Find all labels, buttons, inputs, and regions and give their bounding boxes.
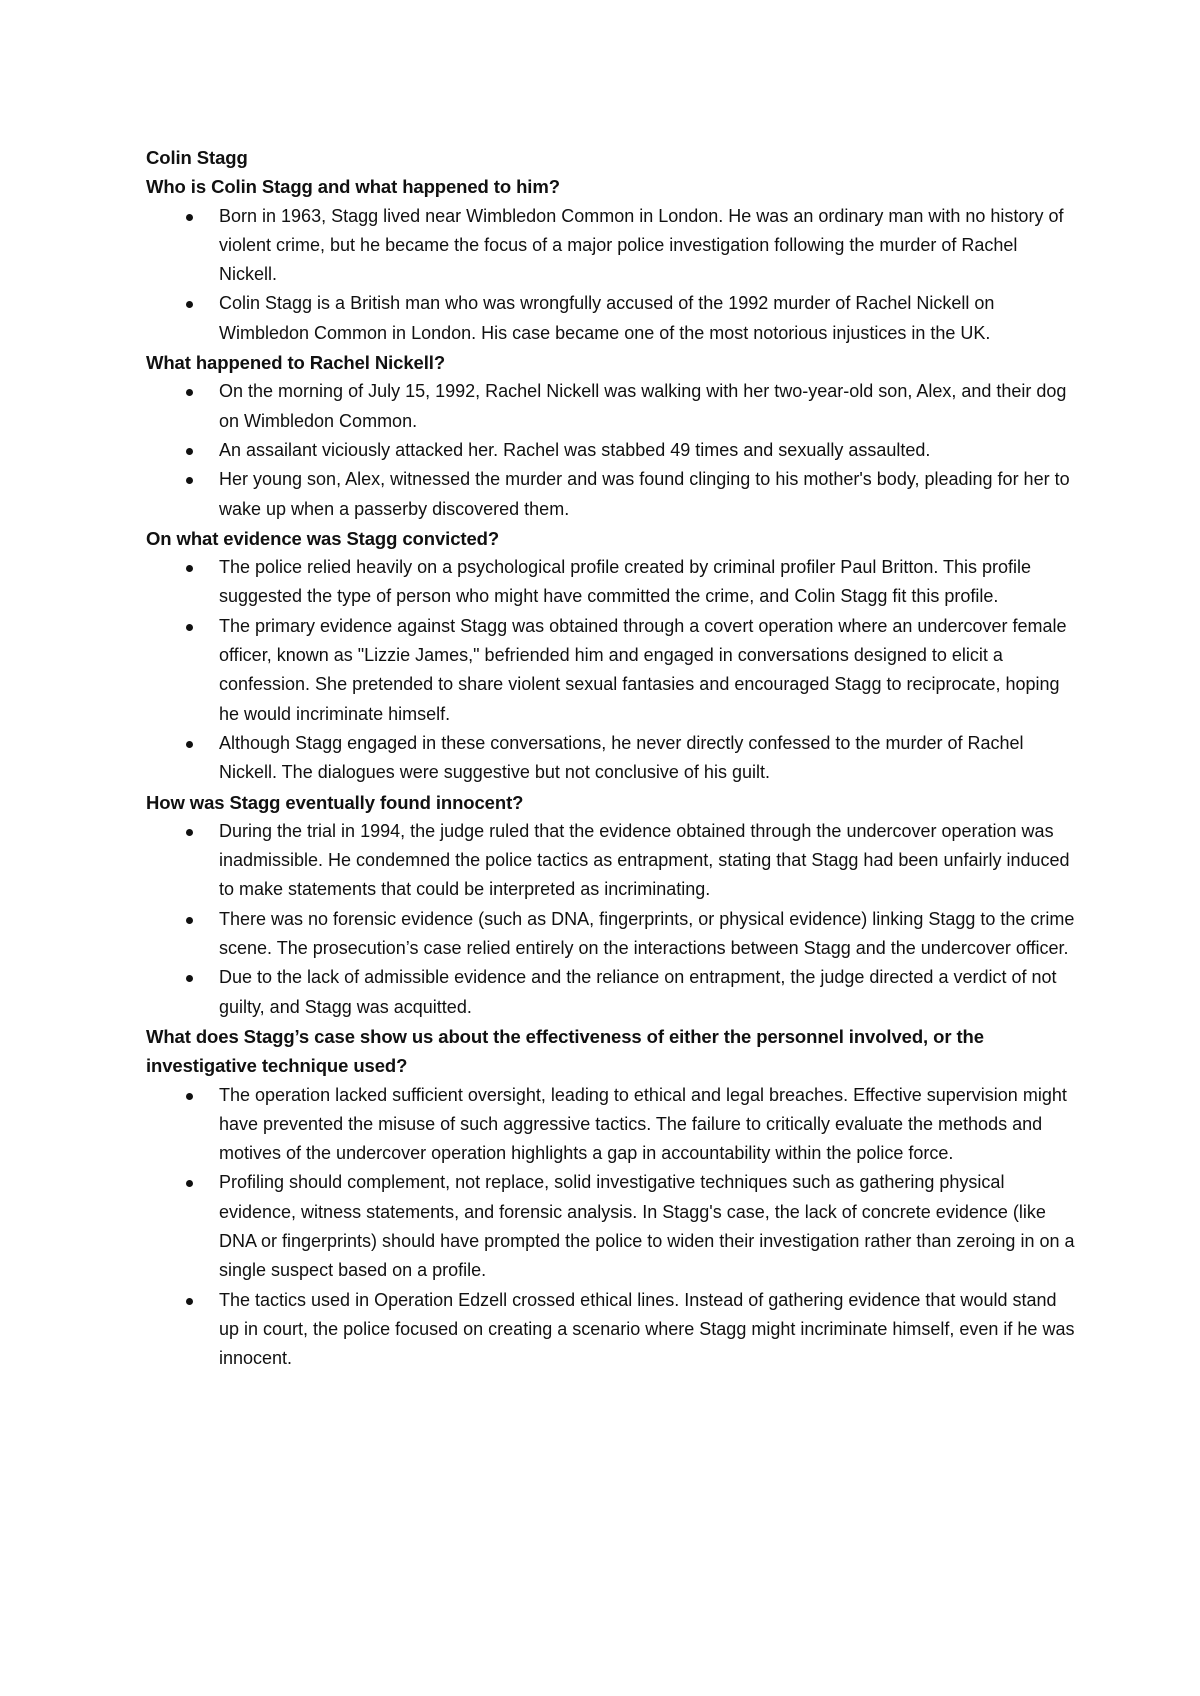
bullet-list: [146, 377, 1076, 523]
bullet-dot-icon: [186, 1180, 193, 1187]
bullet-text: Due to the lack of admissible evidence and the reliance on entrapment, the judge directed a verdict of not guilty, and Stagg was acquitted.: [219, 967, 1057, 1017]
bullet-text: Although Stagg engaged in these conversations, he never directly confessed to the murder of Rachel Nickell. The dialogues were suggestive but not conclusive of his guilt.: [219, 732, 1024, 783]
bullet-item: [146, 612, 1076, 729]
bullet-item: [146, 377, 1076, 436]
bullet-item: [146, 729, 1076, 788]
bullet-text: Born in 1963, Stagg lived near Wimbledon Common in London. He was an ordinary man with no history of violent crime, but he became the focus of a major police investigation following the murder of Rachel Nickell.: [219, 205, 1064, 285]
bullet-dot-icon: [186, 477, 193, 484]
bullet-dot-icon: [186, 301, 193, 308]
bullet-text: The operation lacked sufficient oversight, leading to ethical and legal breaches. Effective supervision might have prevented the misuse of such aggressive tactics. The failure to critically evaluate the methods and motives of the undercover operation highlights a gap in accountability within the police force.: [219, 1084, 1067, 1164]
bullet-dot-icon: [186, 975, 193, 982]
section-heading: What happened to Rachel Nickell?: [146, 352, 446, 374]
bullet-dot-icon: [186, 624, 193, 631]
section-heading: What does Stagg’s case show us about the effectiveness of either the personnel involved, or the investigative technique used?: [146, 1025, 984, 1077]
document-title: Colin Stagg: [146, 147, 248, 168]
bullet-dot-icon: [186, 1093, 193, 1100]
bullet-text: Profiling should complement, not replace, solid investigative techniques such as gathering physical evidence, witness statements, and forensic analysis. In Stagg's case, the lack of concrete evidence (like DNA or fingerprints) should have prompted the police to widen their investigation rather than zeroing in on a single suspect based on a profile.: [219, 1172, 1075, 1281]
bullet-item: [146, 553, 1076, 612]
bullet-item: [146, 436, 1076, 465]
bullet-dot-icon: [186, 448, 193, 455]
bullet-item: [146, 817, 1076, 905]
section-heading: On what evidence was Stagg convicted?: [146, 527, 500, 549]
bullet-list: [146, 553, 1076, 787]
bullet-dot-icon: [186, 917, 193, 924]
bullet-list: [146, 817, 1076, 1022]
bullet-text: Her young son, Alex, witnessed the murder and was found clinging to his mother's body, pleading for her to wake up when a passerby discovered them.: [219, 469, 1070, 519]
bullet-item: [146, 905, 1076, 964]
bullet-dot-icon: [186, 829, 193, 836]
bullet-item: [146, 1081, 1076, 1169]
bullet-text: Colin Stagg is a British man who was wrongfully accused of the 1992 murder of Rachel Nickell on Wimbledon Common in London. His case became one of the most notorious injustices in the UK.: [219, 293, 995, 343]
section-heading: How was Stagg eventually found innocent?: [146, 791, 524, 813]
bullet-item: [146, 465, 1076, 524]
bullet-text: On the morning of July 15, 1992, Rachel Nickell was walking with her two-year-old son, Alex, and their dog on Wimbledon Common.: [219, 381, 1067, 431]
bullet-text: During the trial in 1994, the judge ruled that the evidence obtained through the undercover operation was inadmissible. He condemned the police tactics as entrapment, stating that Stagg had been unfairly induced to make statements that could be interpreted as incriminating.: [219, 820, 1070, 900]
bullet-item: [146, 202, 1076, 290]
bullet-item: [146, 289, 1076, 348]
bullet-text: The tactics used in Operation Edzell crossed ethical lines. Instead of gathering evidence that would stand up in court, the police focused on creating a scenario where Stagg might incriminate himself, even if he was innocent.: [219, 1289, 1075, 1369]
bullet-item: [146, 1286, 1076, 1374]
bullet-dot-icon: [186, 389, 193, 396]
bullet-item: [146, 1168, 1076, 1285]
document-page: [146, 143, 1076, 1373]
bullet-text: The primary evidence against Stagg was obtained through a covert operation where an undercover female officer, known as "Lizzie James," befriended him and engaged in conversations designed to elicit a confession. She pretended to share violent sexual fantasies and encouraged Stagg to reciprocate, hoping he would incriminate himself.: [219, 615, 1067, 724]
bullet-text: There was no forensic evidence (such as DNA, fingerprints, or physical evidence) linking Stagg to the crime scene. The prosecution’s case relied entirely on the interactions between Stagg and the undercover officer.: [219, 908, 1075, 959]
section-heading: Who is Colin Stagg and what happened to him?: [146, 176, 560, 198]
bullet-text: An assailant viciously attacked her. Rachel was stabbed 49 times and sexually assaulted.: [219, 439, 931, 460]
bullet-dot-icon: [186, 1298, 193, 1305]
bullet-item: [146, 963, 1076, 1022]
bullet-dot-icon: [186, 214, 193, 221]
bullet-list: [146, 202, 1076, 348]
bullet-list: [146, 1081, 1076, 1374]
bullet-text: The police relied heavily on a psychological profile created by criminal profiler Paul Britton. This profile suggested the type of person who might have committed the crime, and Colin Stagg fit this profile.: [219, 557, 1032, 607]
bullet-dot-icon: [186, 565, 193, 572]
bullet-dot-icon: [186, 741, 193, 748]
